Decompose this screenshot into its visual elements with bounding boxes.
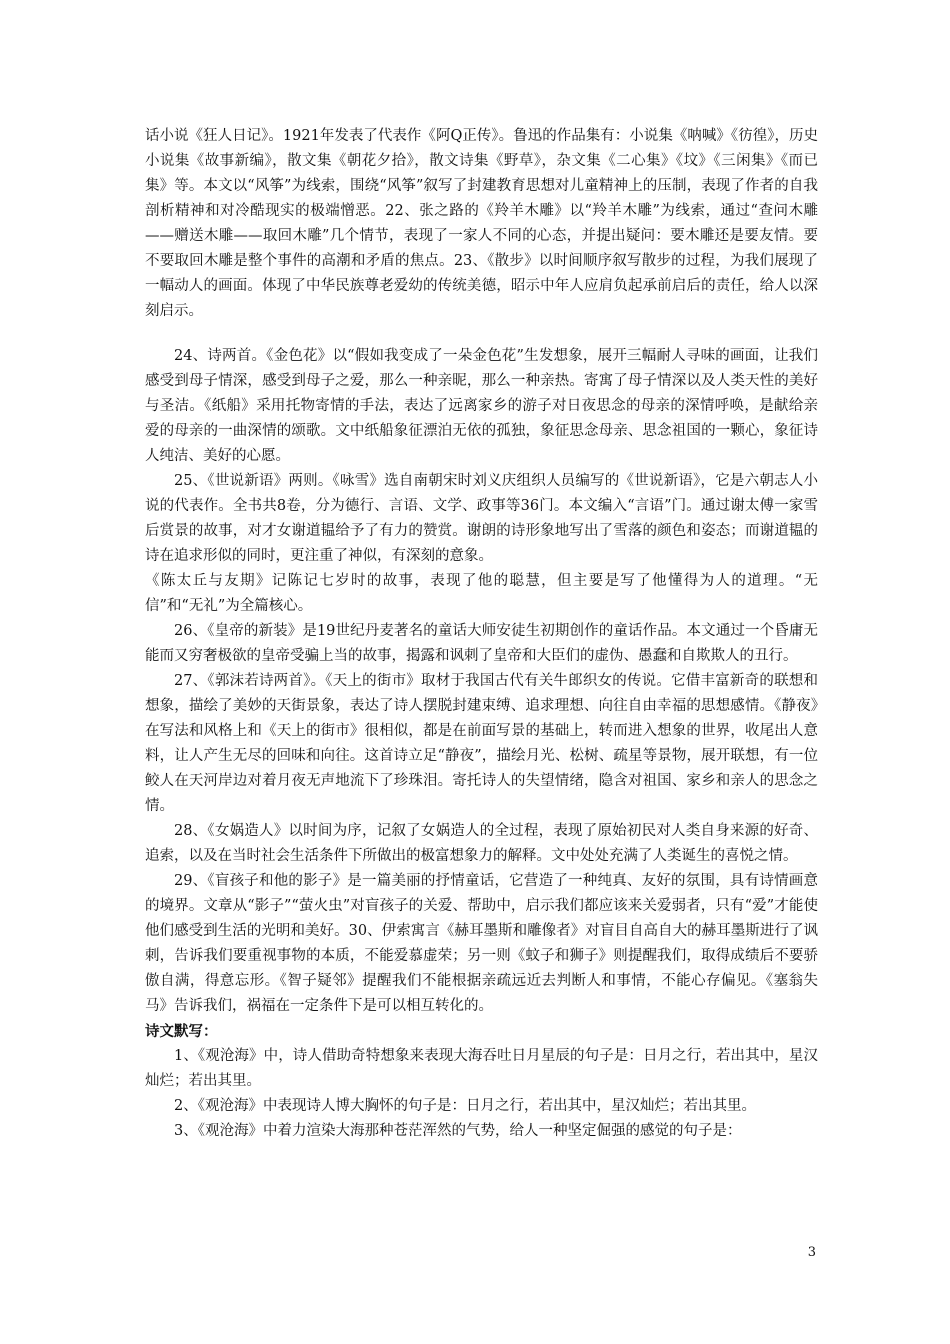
paragraph-28: 28、《女娲造人》以时间为序，记叙了女娲造人的全过程，表现了原始初民对人类自身来源的好奇、追索，以及在当时社会生活条件下所做出的极富想象力的解释。文中处处充满了人类诞生的喜悦之情。 (145, 823, 818, 864)
paragraph-25: 25、《世说新语》两则。《咏雪》选自南朝宋时刘义庆组织人员编写的《世说新语》，它是六朝志人小说的代表作。全书共8卷，分为德行、言语、文学、政事等36门。本文编入“言语”门。通过谢太傅一家雪后赏景的故事，对才女谢道韫给予了有力的赞赏。谢朗的诗形象地写出了雪落的颜色和姿态；而谢道韫的诗在追求形似的同时，更注重了神似，有深刻的意象。 (145, 473, 818, 564)
paragraph-29: 29、《盲孩子和他的影子》是一篇美丽的抒情童话，它营造了一种纯真、友好的氛围，具有诗情画意的境界。文章从“影子”“萤火虫”对盲孩子的关爱、帮助中，启示我们都应该来关爱弱者，只有“爱”才能使他们感受到生活的光明和美好。30、伊索寓言《赫耳墨斯和雕像者》对盲目自高自大的赫耳墨斯进行了讽刺，告诉我们要重视事物的本质，不能爱慕虚荣；另一则《蚊子和狮子》则提醒我们，取得成绩后不要骄傲自满，得意忘形。《智子疑邻》提醒我们不能根据亲疏远近去判断人和事情，不能心存偏见。《塞翁失马》告诉我们，祸福在一定条件下是可以相互转化的。 (145, 873, 818, 1014)
paragraph-25-continued: 《陈太丘与友期》记陈记七岁时的故事，表现了他的聪慧，但主要是写了他懂得为人的道理。“无信”和“无礼”为全篇核心。 (145, 573, 818, 614)
paragraph-27: 27、《郭沫若诗两首》。《天上的街市》取材于我国古代有关牛郎织女的传说。它借丰富新奇的联想和想象，描绘了美妙的天街景象，表达了诗人摆脱封建束缚、追求理想、向往自由幸福的思想感情。《静夜》在写法和风格上和《天上的街市》很相似，都是在前面写景的基础上，转而进入想象的世界，收尾出人意料，让人产生无尽的回味和向往。这首诗立足“静夜”，描绘月光、松树、疏星等景物，展开联想，有一位鲛人在天河岸边对着月夜无声地流下了珍珠泪。寄托诗人的失望情绪，隐含对祖国、家乡和亲人的思念之情。 (145, 673, 818, 814)
dictation-item-1: 1、《观沧海》中，诗人借助奇特想象来表现大海吞吐日月星辰的句子是：日月之行，若出其中，星汉灿烂；若出其里。 (145, 1048, 818, 1089)
paragraph-continued: 话小说《狂人日记》。1921年发表了代表作《阿Q正传》。鲁迅的作品集有：小说集《呐喊》《彷徨》，历史小说集《故事新编》，散文集《朝花夕拾》，散文诗集《野草》，杂文集《二心集》《坟》《三闲集》《而已集》等。本文以“风筝”为线索，围绕“风筝”叙写了封建教育思想对儿童精神上的压制，表现了作者的自我剖析精神和对冷酷现实的极端憎恶。22、张之路的《羚羊木雕》以“羚羊木雕”为线索，通过“查问木雕——赠送木雕——取回木雕”几个情节，表现了一家人不同的心态，并提出疑问：要木雕还是要友情。要不要取回木雕是整个事件的高潮和矛盾的焦点。23、《散步》以时间顺序叙写散步的过程，为我们展现了一幅动人的画面。体现了中华民族尊老爱幼的传统美德，昭示中年人应肩负起承前启后的责任，给人以深刻启示。 (145, 128, 818, 319)
dictation-item-2: 2、《观沧海》中表现诗人博大胸怀的句子是：日月之行，若出其中，星汉灿烂；若出其里。 (174, 1098, 756, 1114)
body-text (145, 124, 818, 1144)
page-number: 3 (807, 1245, 816, 1260)
dictation-item-3: 3、《观沧海》中着力渲染大海那种苍茫浑然的气势，给人一种坚定倔强的感觉的句子是： (174, 1123, 742, 1139)
paragraph-26: 26、《皇帝的新装》是19世纪丹麦著名的童话大师安徒生初期创作的童话作品。本文通过一个昏庸无能而又穷奢极欲的皇帝受骗上当的故事，揭露和讽刺了皇帝和大臣们的虚伪、愚蠢和自欺欺人的丑行。 (145, 623, 818, 664)
section-heading: 诗文默写： (145, 1023, 218, 1040)
paragraph-24: 24、诗两首。《金色花》以“假如我变成了一朵金色花”生发想象，展开三幅耐人寻味的画面，让我们感受到母子情深，感受到母子之爱，那么一种亲昵，那么一种亲热。寄寓了母子情深以及人类天性的美好与圣洁。《纸船》采用托物寄情的手法，表达了远离家乡的游子对日夜思念的母亲的深情呼唤，是献给亲爱的母亲的一曲深情的颂歌。文中纸船象征漂泊无依的孤独，象征思念母亲、思念祖国的一颗心，象征诗人纯洁、美好的心愿。 (145, 348, 818, 464)
